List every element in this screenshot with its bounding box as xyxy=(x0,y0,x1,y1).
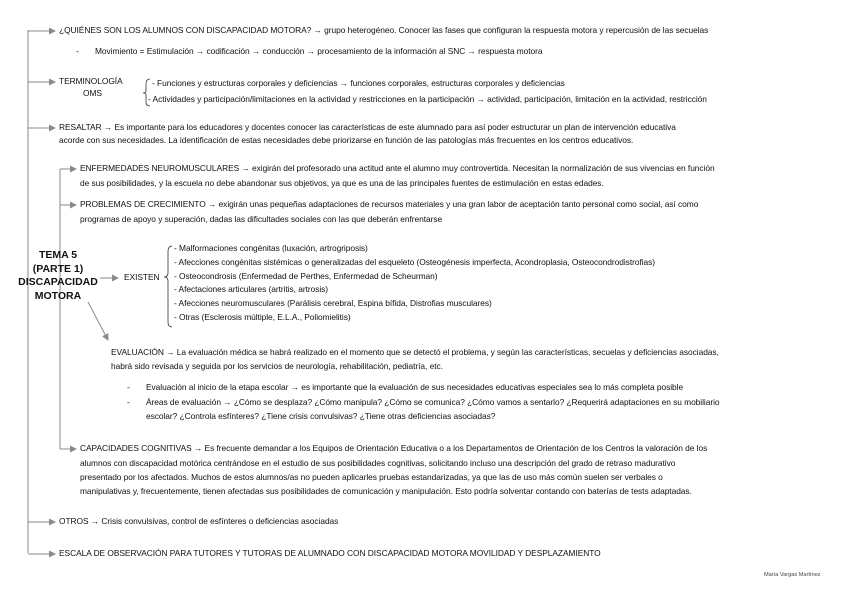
terminologia-item-1: - Funciones y estructuras corporales y deficiencias → funciones corporales, estructuras corporales y deficiencias xyxy=(152,78,565,88)
enfermedades-line-1: ENFERMEDADES NEUROMUSCULARES → exigirán del profesorado una actitud ante el alumno muy controvertida. Necesitan la normalización de sus vivencias en función xyxy=(80,163,715,173)
quienes-bullet-dash: - xyxy=(76,46,79,56)
existen-item: - Malformaciones congénitas (luxación, artrogriposis) xyxy=(174,243,368,253)
problemas-line-2: programas de apoyo y superación, dadas las dificultades sociales con las que deberán enfrentarse xyxy=(80,214,443,224)
title-line-4: MOTORA xyxy=(34,289,82,302)
terminologia-item-2: - Actividades y participación/limitaciones en la actividad y restricciones en la participación → actividad, participación, limitación en la actividad, restricción xyxy=(148,94,707,104)
existen-item: - Otras (Esclerosis múltiple, E.L.A., Poliomielitis) xyxy=(174,311,351,322)
capacidades-line-3: presentado por los afectados. Muchos de estos alumnos/as no pueden aplicarles pruebas estandarizadas, ya que las de uso más común suelen ser verbales o xyxy=(80,472,663,482)
existen-label: EXISTEN xyxy=(124,272,160,282)
existen-item: - Afectaciones articulares (artritis, artrosis) xyxy=(174,284,329,295)
capacidades-line-2: alumnos con discapacidad motórica centrándose en el estudio de sus posibilidades cognitivas, solicitando incluso una descripción del grado de retraso madurativo xyxy=(80,458,676,468)
evaluacion-bullet-1: Evaluación al inicio de la etapa escolar → es importante que la evaluación de sus necesidades educativas especiales sea lo más completa posible xyxy=(146,382,684,392)
existen-item: - Afecciones neuromusculares (Parálisis cerebral, Espina bífida, Distrofias musculares) xyxy=(174,298,492,309)
evaluacion-bullet-dash-2: - xyxy=(127,397,130,407)
enfermedades-line-2: de sus posibilidades, y la escuela no debe abandonar sus objetivos, ya que es una de las principales fuentes de estimulación en estas edades. xyxy=(80,178,604,188)
terminologia-sublabel: OMS xyxy=(83,88,102,98)
evaluacion-line-1: EVALUACIÓN → La evaluación médica se habrá realizado en el momento que se detectó el problema, y según las características, secuelas y deficiencias asociadas, xyxy=(111,347,719,357)
brace-existen xyxy=(164,246,172,327)
terminologia-label: TERMINOLOGÍA xyxy=(59,76,123,86)
quienes-text: ¿QUIÉNES SON LOS ALUMNOS CON DISCAPACIDAD MOTORA? → grupo heterogéneo. Conocer las fases que configuran la respuesta motora y repercusión de las secuelas xyxy=(59,25,709,35)
resaltar-line-2: acorde con sus necesidades. La identificación de estas necesidades debe priorizarse en función de las patologías más frecuentes en los centros educativos. xyxy=(59,135,634,145)
title-line-1: TEMA 5 xyxy=(38,249,78,261)
capacidades-line-1: CAPACIDADES COGNITIVAS → Es frecuente demandar a los Equipos de Orientación Educativa o a los Departamentos de Orientación de los Centros la valoración de los xyxy=(80,443,708,453)
existen-item: - Osteocondrosis (Enfermedad de Perthes, Enfermedad de Scheurman) xyxy=(174,270,438,281)
central-topic xyxy=(14,249,102,303)
problemas-line-1: PROBLEMAS DE CRECIMIENTO → exigirán unas pequeñas adaptaciones de recursos materiales y una gran labor de aceptación tanto personal como social, así como xyxy=(80,199,699,209)
author-signature: María Vargas Martínez xyxy=(764,572,821,578)
quienes-bullet: Movimiento = Estimulación → codificación → conducción → procesamiento de la información al SNC → respuesta motora xyxy=(95,46,543,56)
title-line-3: DISCAPACIDAD xyxy=(18,276,98,289)
existen-list xyxy=(174,243,655,324)
evaluacion-bullet-2b: escolar? ¿Controla esfínteres? ¿Tiene crisis convulsivas? ¿Tiene otras deficiencias asociadas? xyxy=(146,411,496,421)
existen-item: - Afecciones congénitas sistémicas o generalizadas del esqueleto (Osteogénesis imperfecta, Acondroplasia, Osteocondrodistrofias) xyxy=(174,256,656,267)
arrow-evaluacion xyxy=(88,302,108,340)
otros-text: OTROS → Crisis convulsivas, control de esfínteres o deficiencias asociadas xyxy=(59,516,339,526)
capacidades-line-4: manipulativas y, frecuentemente, tienen afectadas sus posibilidades de comunicación y manipulación. Esto podría solventar contando con baterías de tests adaptadas. xyxy=(80,486,692,496)
resaltar-line-1: RESALTAR → Es importante para los educadores y docentes conocer las características de este alumnado para así poder estructurar un plan de intervención educativa xyxy=(59,122,676,132)
evaluacion-line-2: habrá sido revisada y seguida por los servicios de neurología, rehabilitación, pediatría, etc. xyxy=(111,361,443,371)
title-line-2: (PARTE 1) xyxy=(32,262,84,275)
evaluacion-bullet-2a: Áreas de evaluación → ¿Cómo se desplaza? ¿Cómo manipula? ¿Cómo se comunica? ¿Cómo vamos a sentarlo? ¿Requerirá adaptaciones en su mobiliario xyxy=(146,397,720,407)
escala-text: ESCALA DE OBSERVACIÓN PARA TUTORES Y TUTORAS DE ALUMNADO CON DISCAPACIDAD MOTORA MOVILIDAD Y DESPLAZAMIENTO xyxy=(59,548,601,558)
evaluacion-bullet-dash-1: - xyxy=(127,382,130,392)
